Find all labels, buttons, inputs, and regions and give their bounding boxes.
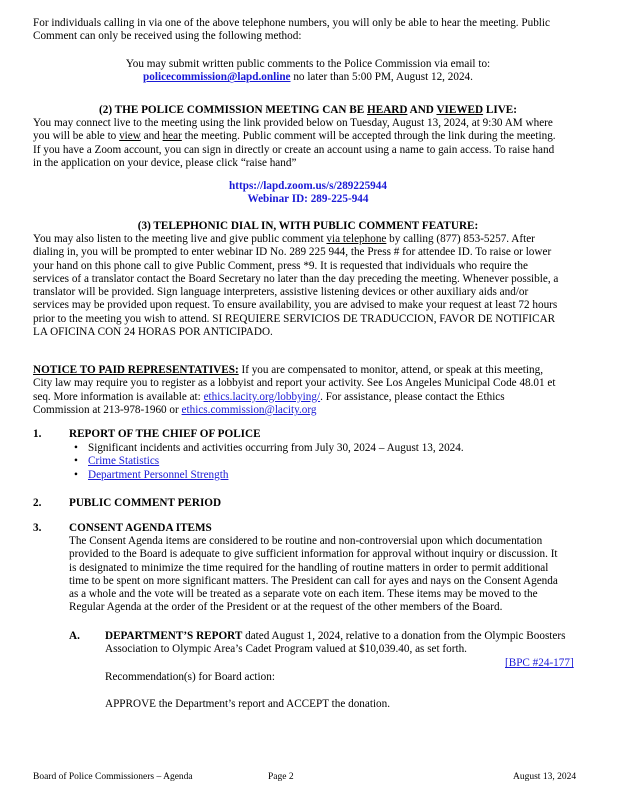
item1-number: 1. — [33, 428, 42, 440]
itemA-letter: A. — [69, 630, 80, 642]
section3-body: You may also listen to the meeting live and give public comment via telephone by calling (877) 853-5257. After dialing in, you will be prompted to enter webinar ID No. 289 225 944, the Press # for attendee ID. To raise or lower your hand on this phone call to give Public Comment, press *9. It is requested that individuals who require the services of a translator contact the Board Secretary no later than the day preceding the meeting. Whenever possible, a translator will be provided. Sign language interpreters, assistive listening devices or other auxiliary aids and/or services may be provided upon request. To ensure availability, you are advised to make your request at least 72 hours prior to the meeting you wish to attend. SI REQUIERE SERVICIOS DE TRADUCCION, FAVOR DE NOTIFICAR LA OFICINA CON 24 HORAS POR ANTICIPADO. — [33, 233, 559, 339]
bullet-item: • Significant incidents and activities occurring from July 30, 2024 – August 13, 2024. — [74, 442, 464, 454]
ethics-email-link[interactable]: ethics.commission@lacity.org — [181, 403, 317, 416]
bpc-link[interactable]: [BPC #24-177] — [505, 657, 574, 669]
notice-label: NOTICE TO PAID REPRESENTATIVES: — [33, 364, 239, 376]
item3-title: CONSENT AGENDA ITEMS — [69, 522, 212, 534]
webinar-id: Webinar ID: 289-225-944 — [247, 193, 369, 206]
footer-page-number: Page 2 — [268, 772, 294, 782]
itemA-body: DEPARTMENT’S REPORT dated August 1, 2024, relative to a donation from the Olympic Boosters Association to Olympic Area’s Cadet Program valued at $10,039.40, as set forth. — [105, 630, 566, 656]
item2-title: PUBLIC COMMENT PERIOD — [69, 497, 222, 509]
recommendation-text: APPROVE the Department’s report and ACCEPT the donation. — [105, 698, 391, 710]
bpc-reference — [505, 657, 574, 670]
bullet-item: • Crime Statistics — [74, 455, 160, 468]
item1-title: REPORT OF THE CHIEF OF POLICE — [69, 428, 261, 440]
recommendation-label: Recommendation(s) for Board action: — [105, 671, 275, 683]
zoom-info — [33, 180, 583, 207]
item3-number: 3. — [33, 522, 42, 534]
email-instructions: You may submit written public comments to the Police Commission via email to: policecommission@lapd.online no later than 5:00 PM, August 12, 2024. — [125, 58, 491, 84]
footer-date: August 13, 2024 — [513, 772, 577, 782]
ethics-lobbying-link[interactable]: ethics.lacity.org/lobbying/ — [203, 390, 321, 403]
bullet-item: • Department Personnel Strength — [74, 468, 229, 481]
consent-agenda-body: The Consent Agenda items are considered to be routine and non-controversial upon which documentation provided to the Board is adequate to give sufficient information for approval without inquiry or discussion. It is designated to minimize the time required for the handling of routine matters in order to permit additional time to be spent on more significant matters. The President can call for ayes and nays on the Consent Agenda as a whole and the vote will be treated as a separate vote on each item. These items may be moved to the Regular Agenda at the order of the President or at the request of the other members of the Board. — [69, 535, 558, 614]
intro-paragraph: For individuals calling in via one of the above telephone numbers, you will only be able to hear the meeting. Public Comment can only be received using the following method: — [33, 17, 550, 43]
footer-left: Board of Police Commissioners – Agenda — [33, 772, 193, 782]
section3-heading: (3) TELEPHONIC DIAL IN, WITH PUBLIC COMMENT FEATURE: — [137, 220, 479, 232]
email-link[interactable]: policecommission@lapd.online — [143, 71, 291, 84]
item2-number: 2. — [33, 497, 42, 509]
zoom-link[interactable]: https://lapd.zoom.us/s/289225944 — [229, 180, 387, 192]
crime-statistics-link[interactable]: Crime Statistics — [88, 455, 160, 468]
notice-paid-representatives: NOTICE TO PAID REPRESENTATIVES: If you are compensated to monitor, attend, or speak at this meeting, City law may require you to register as a lobbyist and report your activity. See Los Angeles Municipal Code 48.01 et seq. More information is available at: ethics.lacity.org/lobbying/. For assistance, please contact the Ethics Commission at 213-978-1960 or ethics.commission@lacity.org — [33, 364, 556, 416]
personnel-strength-link[interactable]: Department Personnel Strength — [88, 468, 229, 481]
section2-body: You may connect live to the meeting using the link provided below on Tuesday, August 13, 2024, at 9:30 AM where you will be able to view and hear the meeting. Public comment will be accepted through the link during the meeting. If you have a Zoom account, you can sign in directly or create an account using a name to gain access. To raise hand in the application on your device, please click “raise hand” — [33, 117, 556, 169]
item1-bullets — [70, 442, 580, 482]
section2-heading: (2) THE POLICE COMMISSION MEETING CAN BE HEARD AND VIEWED LIVE: — [99, 104, 517, 116]
